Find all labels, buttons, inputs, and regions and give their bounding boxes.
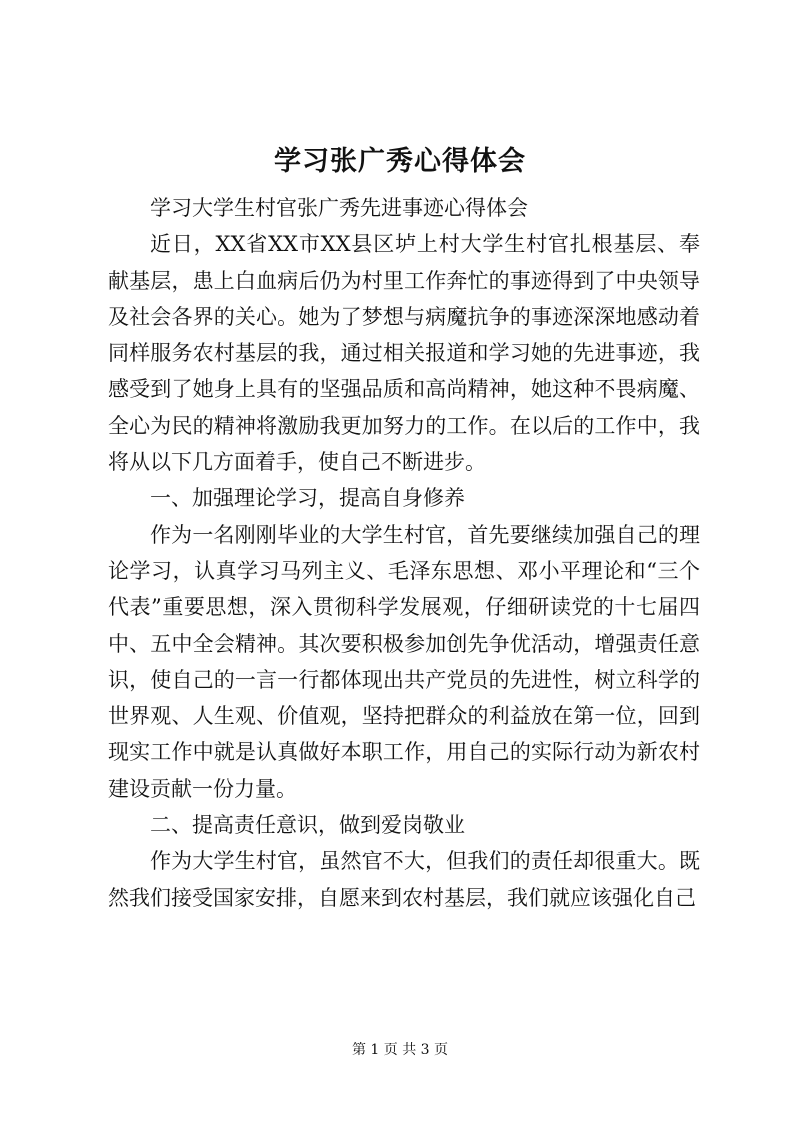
page-footer: 第 1 页 共 3 页 (351, 1042, 449, 1058)
subtitle-paragraph: 学习大学生村官张广秀先进事迹心得体会 (150, 196, 528, 220)
section-heading: 一、加强理论学习，提高自身修养 (150, 486, 465, 511)
body-paragraph: 作为一名刚刚毕业的大学生村官，首先要继续加强自己的理论学习，认真学习马列主义、毛泽东思想、邓小平理论和“三个代表”重要思想，深入贯彻科学发展观，仔细研读党的十七届四中、五中全会精神。其次要积极参加创先争优活动，增强责任意识，使自己的一言一行都体现出共产党员的先进性，树立科学的世界观、人生观、价值观，坚持把群众的利益放在第一位，回到现实工作中就是认真做好本职工作，用自己的实际行动为新农村建设贡献一份力量。 (108, 522, 700, 801)
section-heading: 二、提高责任意识，做到爱岗敬业 (150, 813, 465, 838)
document-title: 学习张广秀心得体会 (274, 146, 526, 177)
body-paragraph: 近日，XX省XX市XX县区垆上村大学生村官扎根基层、奉献基层，患上白血病后仍为村里工作奔忙的事迹得到了中央领导及社会各界的关心。她为了梦想与病魔抗争的事迹深深地感动着同样服务农村基层的我，通过相关报道和学习她的先进事迹，我感受到了她身上具有的坚强品质和高尚精神，她这种不畏病魔、全心为民的精神将激励我更加努力的工作。在以后的工作中，我将从以下几方面着手，使自己不断进步。 (108, 232, 700, 475)
document-body (108, 190, 700, 916)
body-paragraph: 作为大学生村官，虽然官不大，但我们的责任却很重大。既然我们接受国家安排，自愿来到农村基层，我们就应该强化自己 (108, 849, 700, 910)
